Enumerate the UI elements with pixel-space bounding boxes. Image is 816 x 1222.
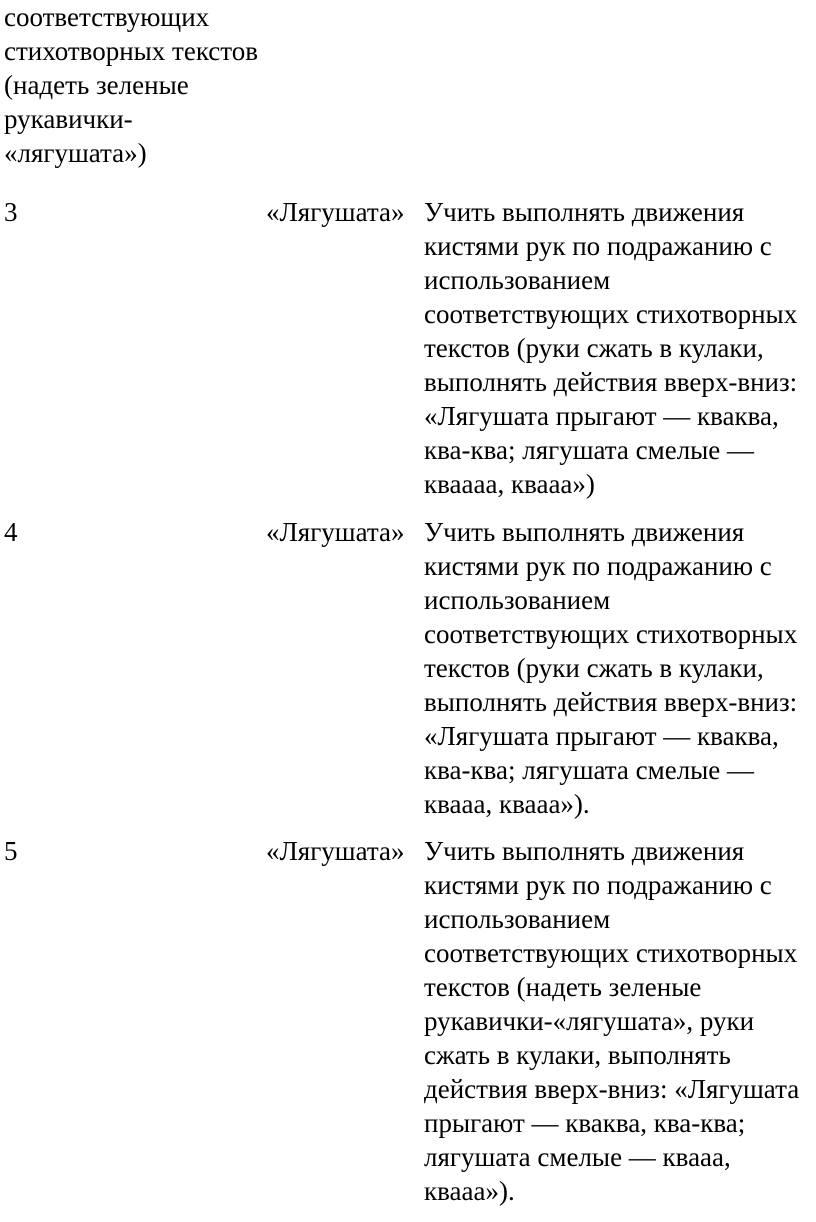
fragment-line: соответствующих [4,2,210,32]
exercise-description [424,515,816,821]
description-line: Учить выполнять движения [424,517,745,547]
description-line: кистями рук по подражанию с [424,870,772,900]
row-number: 5 [4,836,18,866]
continued-description-fragment [4,0,294,170]
description-line: «Лягушата прыгают — кваква, [424,401,779,431]
description-line: квааа»). [424,1176,515,1206]
description-line: текстов (руки сжать в кулаки, [424,653,764,683]
row-number: 4 [4,517,18,547]
description-line: кистями рук по подражанию с [424,231,772,261]
description-line: «Лягушата прыгают — кваква, [424,721,779,751]
description-line: текстов (надеть зеленые [424,972,702,1002]
exercise-description [424,195,816,501]
description-line: Учить выполнять движения [424,836,745,866]
fragment-line: «лягушата») [4,138,147,168]
description-line: рукавички-«лягушата», руки [424,1006,755,1036]
description-line: использованием [424,265,611,295]
description-line: кваааа, квааа») [424,469,595,499]
description-line: соответствующих стихотворных [424,619,798,649]
description-line: ква-ква; лягушата смелые — [424,755,755,785]
description-line: использованием [424,904,611,934]
description-line: кистями рук по подражанию с [424,551,772,581]
description-line: действия вверх-вниз: «Лягушата [424,1074,800,1104]
description-line: Учить выполнять движения [424,197,745,227]
exercise-name: «Лягушата» [266,836,405,866]
description-line: сжать в кулаки, выполнять [424,1040,731,1070]
description-line: прыгают — кваква, ква-ква; [424,1108,746,1138]
description-line: соответствующих стихотворных [424,938,798,968]
description-line: выполнять действия вверх-вниз: [424,367,798,397]
description-line: использованием [424,585,611,615]
description-line: квааа, квааа»). [424,789,590,819]
row-number: 3 [4,197,18,227]
fragment-line: (надеть зеленые [4,70,189,100]
exercise-name: «Лягушата» [266,517,405,547]
exercise-name: «Лягушата» [266,197,405,227]
description-line: лягушата смелые — квааа, [424,1142,731,1172]
fragment-line: рукавички- [4,104,133,134]
description-line: текстов (руки сжать в кулаки, [424,333,764,363]
exercise-description [424,834,816,1208]
description-line: выполнять действия вверх-вниз: [424,687,798,717]
description-line: ква-ква; лягушата смелые — [424,435,755,465]
description-line: соответствующих стихотворных [424,299,798,329]
fragment-line: стихотворных текстов [4,36,258,66]
